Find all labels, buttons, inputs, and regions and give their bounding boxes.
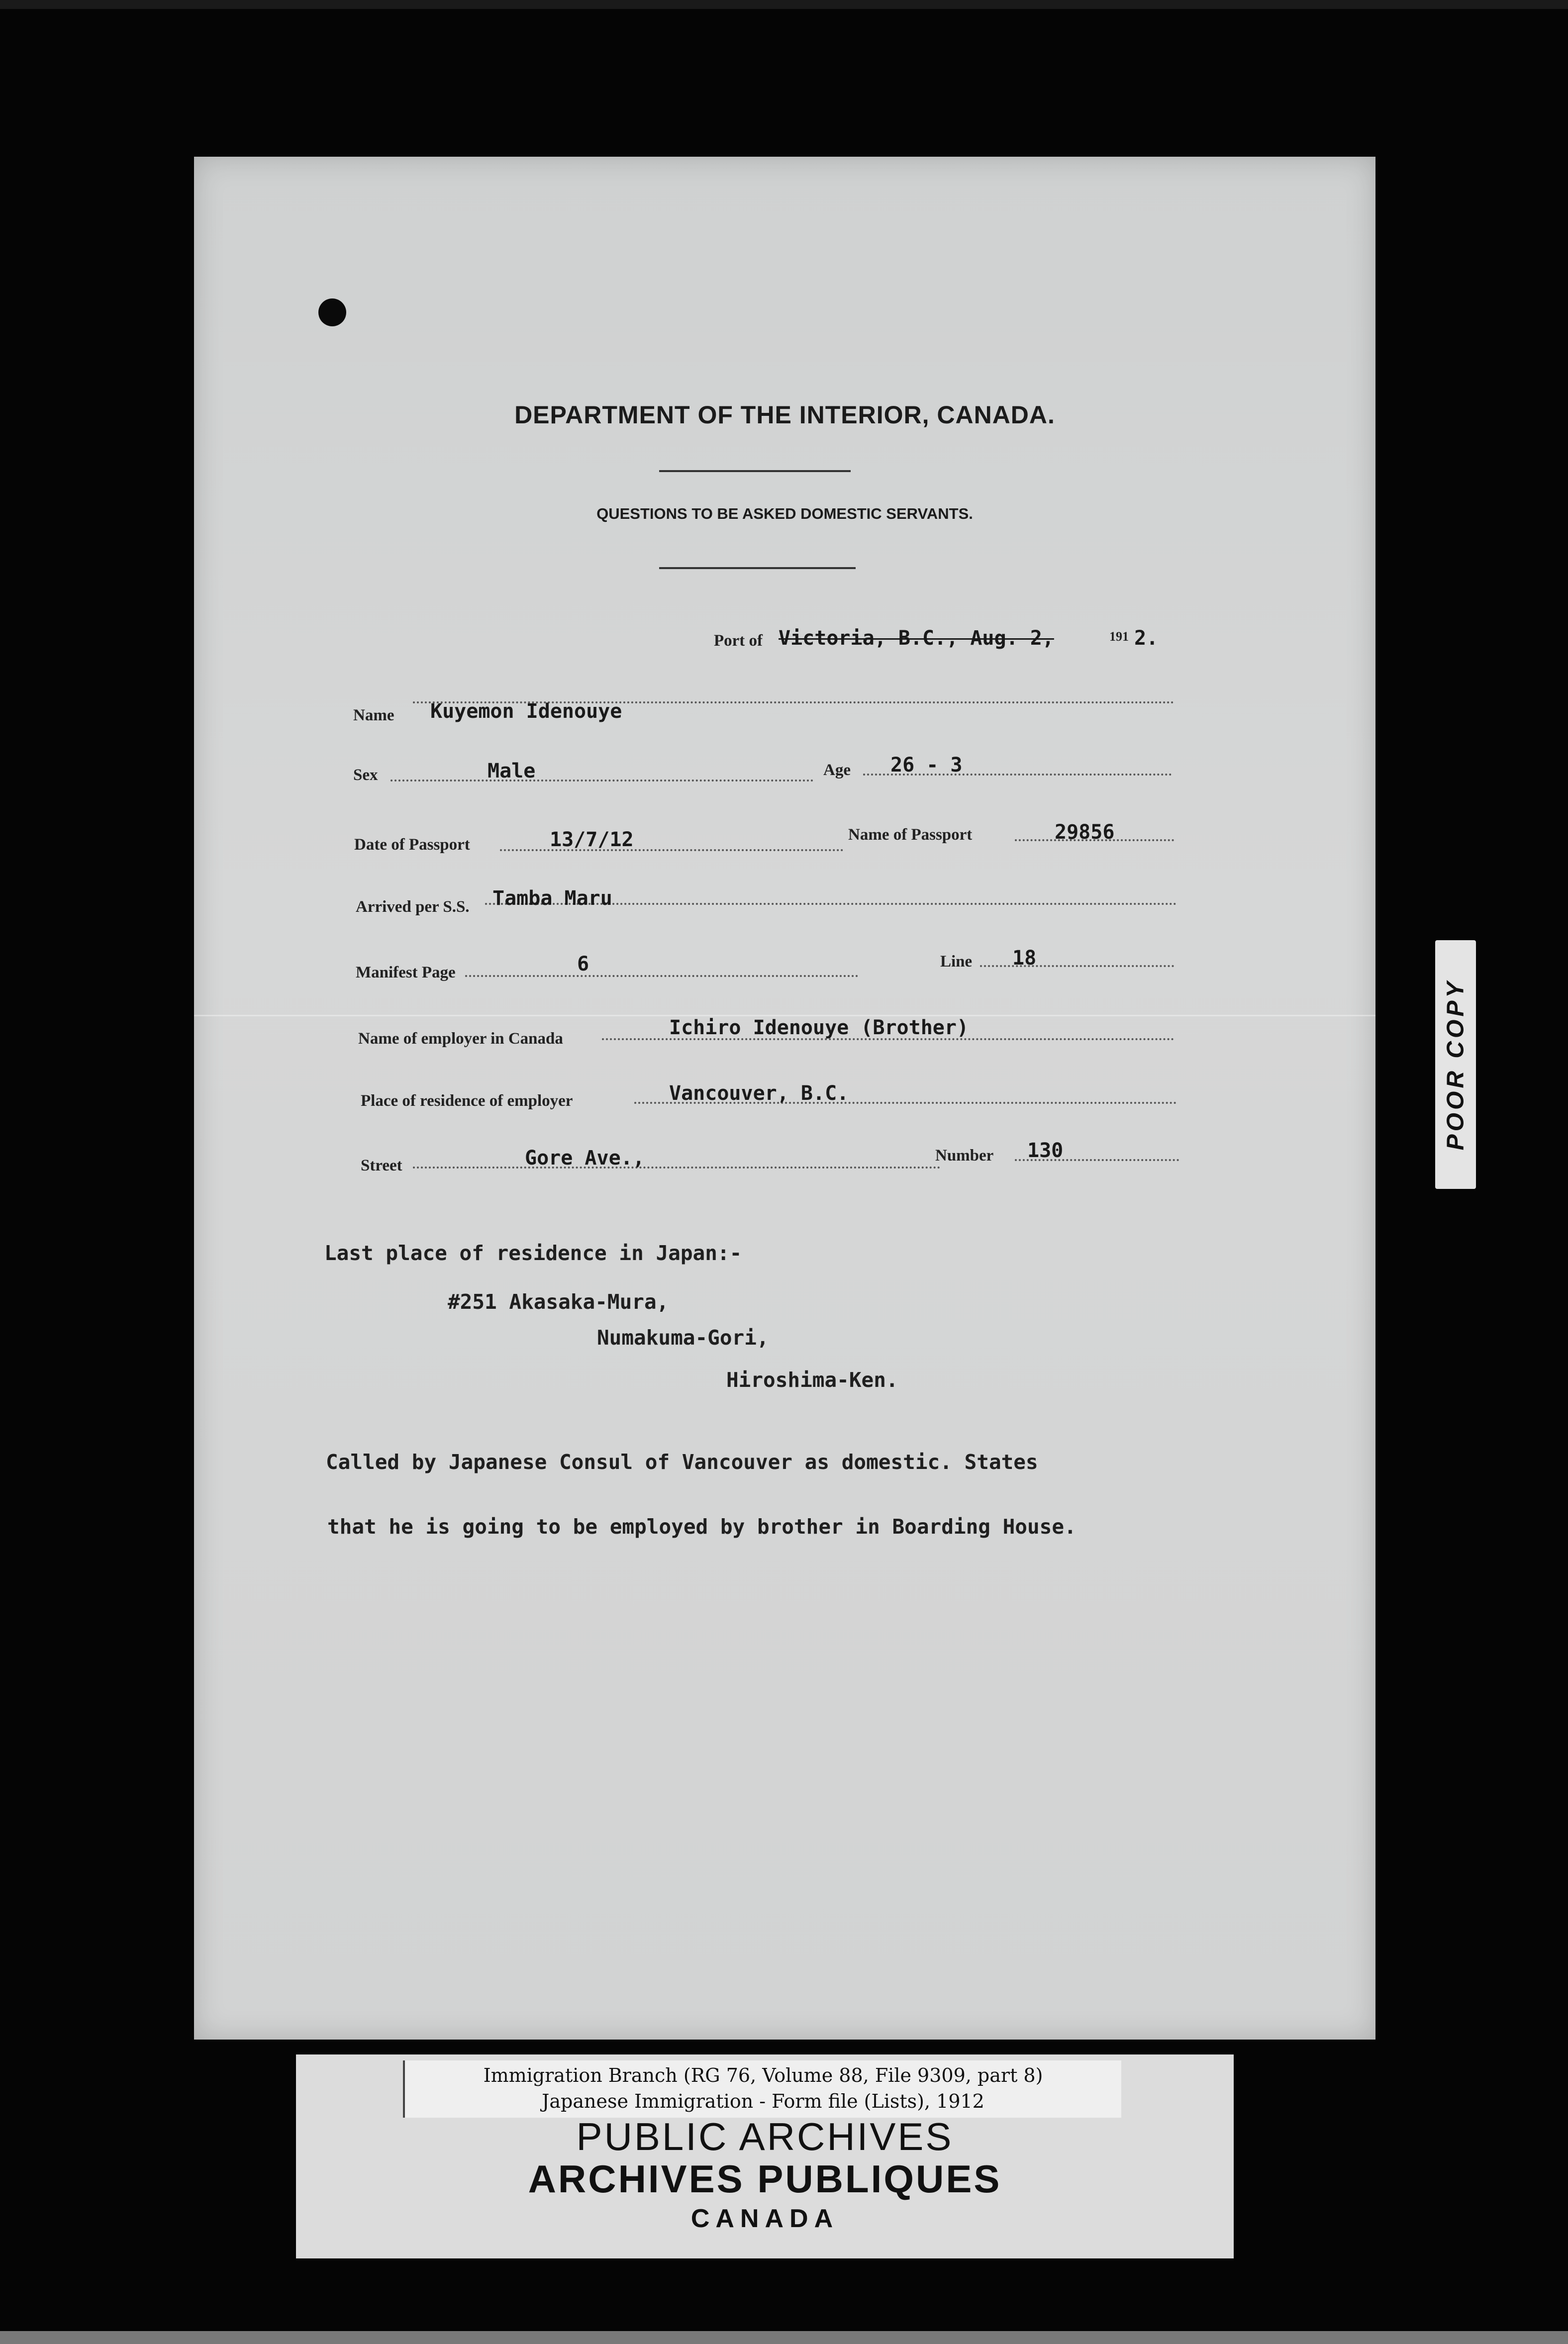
street-value: Gore Ave., — [525, 1147, 645, 1170]
residence-label: Place of residence of employer — [361, 1092, 573, 1110]
archive-country: CANADA — [690, 2204, 839, 2233]
public-archives-fr: ARCHIVES PUBLIQUES — [528, 2157, 1002, 2201]
manifest-label: Manifest Page — [356, 964, 456, 981]
film-edge-top — [0, 0, 1568, 9]
passport-name-label: Name of Passport — [848, 826, 973, 844]
film-edge-bottom — [0, 2331, 1568, 2344]
line-label: Line — [940, 953, 973, 971]
passport-date-label: Date of Passport — [354, 836, 470, 854]
name-label: Name — [353, 706, 394, 724]
address-line-3: Hiroshima-Ken. — [726, 1368, 898, 1392]
line-value: 18 — [1012, 947, 1037, 970]
employer-value: Ichiro Idenouye (Brother) — [669, 1016, 969, 1039]
remark-line-1: Called by Japanese Consul of Vancouver as domestic. States — [326, 1450, 1038, 1474]
port-value: Victoria, B.C., Aug. 2, — [779, 627, 1054, 650]
arrived-value: Tamba Maru — [492, 887, 612, 910]
punch-hole — [318, 298, 346, 326]
number-label: Number — [935, 1147, 994, 1165]
port-year-typed: 2. — [1134, 627, 1159, 650]
archive-label-card — [296, 2054, 1234, 2258]
passport-name-value: 29856 — [1055, 821, 1115, 844]
manifest-dotted-line — [465, 975, 858, 977]
archive-reference-line-1: Immigration Branch (RG 76, Volume 88, File 9309, part 8) — [483, 2064, 1043, 2086]
name-value: Kuyemon Idenouye — [430, 700, 622, 723]
sex-label: Sex — [353, 766, 378, 784]
poor-copy-text: POOR COPY — [1442, 978, 1469, 1151]
archive-reference-line-2: Japanese Immigration - Form file (Lists), 1912 — [542, 2090, 984, 2112]
number-value: 130 — [1027, 1139, 1064, 1162]
public-archives-en: PUBLIC ARCHIVES — [576, 2115, 954, 2158]
subtitle-rule — [659, 567, 856, 569]
arrived-label: Arrived per S.S. — [356, 898, 470, 916]
address-line-1: #251 Akasaka-Mura, — [448, 1290, 669, 1314]
residence-value: Vancouver, B.C. — [669, 1082, 849, 1105]
last-residence-heading: Last place of residence in Japan:- — [324, 1241, 742, 1265]
sex-value: Male — [488, 760, 536, 782]
manifest-value: 6 — [577, 953, 589, 976]
archive-reference-slip — [403, 2060, 1121, 2118]
remark-line-2: that he is going to be employed by brother in Boarding House. — [327, 1515, 1077, 1539]
street-label: Street — [361, 1157, 402, 1174]
street-dotted-line — [413, 1167, 940, 1169]
sex-dotted-line — [391, 780, 813, 781]
passport-date-value: 13/7/12 — [550, 828, 634, 851]
employer-label: Name of employer in Canada — [358, 1030, 563, 1048]
title-rule — [659, 470, 851, 472]
department-title: DEPARTMENT OF THE INTERIOR, CANADA. — [514, 401, 1055, 429]
poor-copy-stamp — [1435, 940, 1476, 1189]
port-year-print: 191 — [1109, 629, 1129, 644]
port-label: Port of — [714, 632, 763, 650]
address-line-2: Numakuma-Gori, — [597, 1326, 769, 1350]
form-subtitle: QUESTIONS TO BE ASKED DOMESTIC SERVANTS. — [596, 505, 973, 522]
age-value: 26 - 3 — [890, 754, 963, 777]
age-label: Age — [823, 761, 851, 779]
document-page — [194, 157, 1375, 2040]
line-dotted-line — [980, 965, 1174, 967]
